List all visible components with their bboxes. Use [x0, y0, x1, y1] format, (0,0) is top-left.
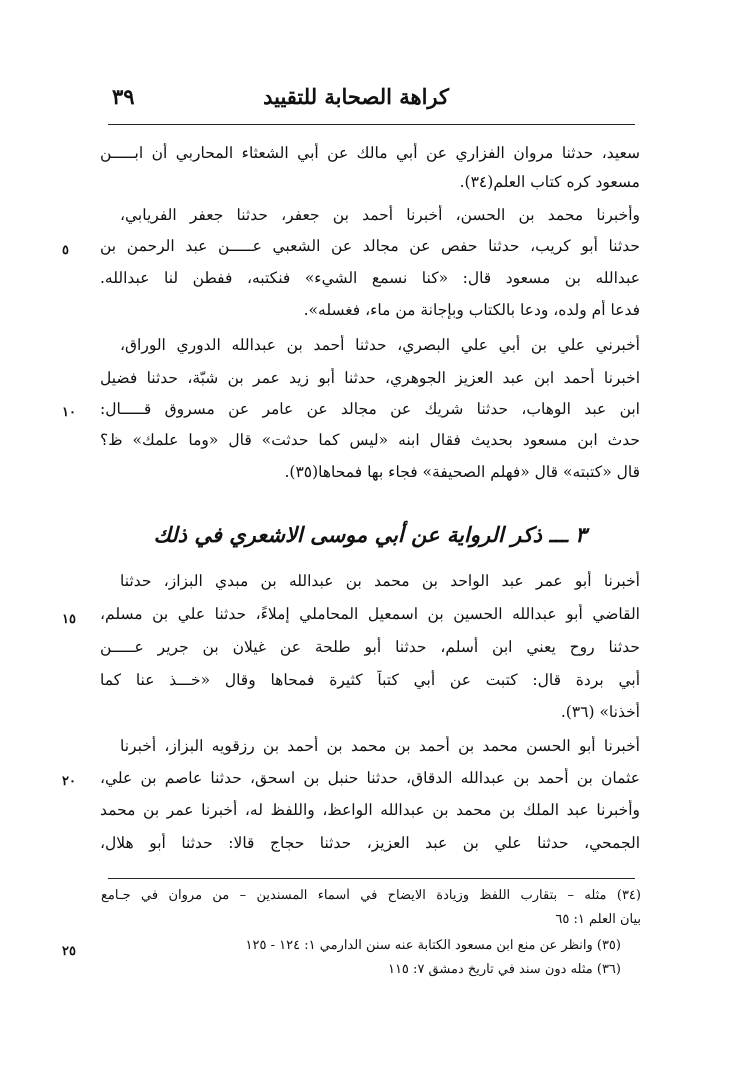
section-line: أخبرنا أبو الحسن محمد بن أحمد بن محمد بن أحمد بن رزقويه البزاز، أخبرنا — [120, 737, 640, 755]
header-rule — [108, 124, 635, 125]
body-line: وأخبرنا محمد بن الحسن، أخبرنا أحمد بن جعفر، حدثنا جعفر الفريابي، — [120, 206, 640, 224]
section-line: أخبرنا أبو عمر عبد الواحد بن محمد بن عبدالله بن مبدي البزاز، حدثنا — [120, 572, 640, 590]
footnote-line: بيان العلم ١: ٦٥ — [555, 912, 641, 927]
body-line: حدث ابن مسعود بحديث فقال ابنه «ليس كما حدثت» قال «وما علمك» ظ؟ — [100, 431, 640, 449]
line-number-marker: ٥ — [62, 243, 69, 258]
body-line: مسعود كره كتاب العلم(٣٤). — [459, 173, 640, 191]
body-line: فدعا أم ولده، ودعا بالكتاب وبإجانة من ماء، فغسله». — [303, 301, 640, 319]
page-number: ٣٩ — [112, 84, 135, 109]
body-line: حدثنا أبو كريب، حدثنا حفص عن مجالد عن الشعبي عـــــن عبد الرحمن بن — [100, 237, 640, 255]
body-line: سعيد، حدثنا مروان الفزاري عن أبي مالك عن أبي الشعثاء المحاربي أن ابـــــن — [100, 144, 640, 162]
section-line: حدثنا روح يعني ابن أسلم، حدثنا أبو طلحة عن غيلان بن جرير عـــــن — [100, 638, 640, 656]
line-number-marker: ٢٥ — [62, 944, 76, 959]
section-line: أبي بردة قال: كتبت عن أبي كتباً كثيرة فمحاها وقال «خـــذ عنا كما — [100, 671, 640, 689]
section-line: وأخبرنا عبد الملك بن محمد بن عبدالله الواعظ، واللفظ له، أخبرنا عمر بن محمد — [100, 801, 640, 819]
section-line: القاضي أبو عبدالله الحسين بن اسمعيل المحاملي إملاءً، حدثنا علي بن مسلم، — [100, 605, 640, 623]
body-line: عبدالله بن مسعود قال: «كنا نسمع الشيء» فنكتبه، ففطن لنا عبدالله. — [100, 269, 640, 287]
footnote-line: (٣٦) مثله دون سند في تاريخ دمشق ٧: ١١٥ — [387, 962, 621, 977]
line-number-marker: ١٠ — [62, 405, 76, 420]
footnote-line: (٣٥) وانظر عن منع ابن مسعود الكتابة عنه سنن الدارمي ١: ١٢٤ - ١٢٥ — [245, 938, 621, 953]
body-line: أخبرني علي بن أبي علي البصري، حدثنا أحمد بن عبدالله الدوري الوراق، — [120, 336, 640, 354]
running-head — [108, 84, 635, 116]
footnote-rule — [108, 878, 635, 879]
body-line: اخبرنا أحمد ابن عبد العزيز الجوهري، حدثنا أبو زيد عمر بن شبّة، حدثنا فضيل — [100, 369, 640, 387]
line-number-marker: ٢٠ — [62, 774, 76, 789]
footnote-line: (٣٤) مثله – بتقارب اللفظ وزيادة الايضاح في أسماء المسندين – من مروان في جـامع — [101, 888, 641, 903]
body-line: ابن عبد الوهاب، حدثنا شريك عن مجالد عن عامر عن مسروق قـــــال: — [100, 400, 640, 418]
section-line: أخذنا» (٣٦). — [560, 703, 640, 721]
line-number-marker: ١٥ — [62, 612, 76, 627]
section-line: الجمحي، حدثنا علي بن عبد العزيز، حدثنا حجاج قالا: حدثنا أبو هلال، — [100, 834, 640, 852]
body-line: قال «كتبته» قال «فهلم الصحيفة» فجاء بها فمحاها(٣٥). — [284, 463, 640, 481]
section-line: عثمان بن أحمد بن عبدالله الدقاق، حدثنا حنبل بن اسحق، حدثنا عاصم بن علي، — [100, 769, 640, 787]
running-title: كراهة الصحابة للتقييد — [263, 84, 449, 109]
section-heading: ٣ ـــ ذكر الرواية عن أبي موسى الاشعري في ذلك — [153, 522, 587, 547]
